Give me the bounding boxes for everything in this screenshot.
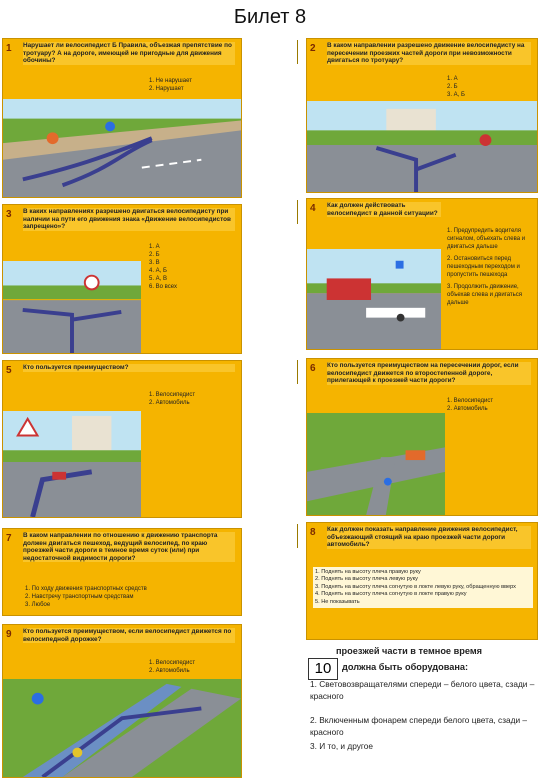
illustration-bus-crossing — [307, 249, 441, 349]
card-marker — [297, 40, 298, 64]
answer-option: 1. Световозвращателями спереди – белого цвета, сзади – красного — [310, 679, 535, 701]
card-marker — [297, 360, 298, 384]
question-card-1 — [2, 38, 242, 198]
question-number: 9 — [6, 629, 12, 640]
option: 2. Нарушает — [149, 86, 184, 92]
option: 2. Остановиться перед пешеходным переходом и пропустить пешехода — [447, 256, 520, 278]
question-number-box: 10 — [308, 658, 338, 680]
option: 5. Не показывать — [315, 598, 360, 605]
question-text: Как должен действовать велосипедист в данной ситуации? — [327, 202, 441, 217]
option: 3. Продолжить движение, объехав слева и двигаться дальше — [447, 284, 523, 306]
option: 1. А — [447, 76, 458, 82]
option: 4. Поднять на высоту плеча согнутую в локте правую руку — [315, 591, 467, 598]
question-card-2 — [306, 38, 538, 193]
option: 1. По ходу движения транспортных средств — [25, 586, 147, 592]
option: 4. А, Б — [149, 268, 167, 274]
question-card-7 — [2, 528, 242, 616]
question-text: Кто пользуется преимуществом? — [23, 364, 235, 372]
question-text: Кто пользуется преимуществом на пересечении дорог, если велосипедист движется по второстепенной дороге, прилегающей к проезжей части дороги? — [327, 362, 531, 385]
option: 1. Не нарушает — [149, 78, 192, 84]
question-text: В каких направлениях разрешено двигаться велосипедисту при наличии на пути его движения знака «Движение велосипедистов запрещено»? — [23, 208, 235, 231]
question-text: В каком направлении по отношению к движению транспорта должен двигаться пешеход, ведущий велосипед, по краю проезжей части дороги в темное время суток (или) при недостаточной видимости дороги? — [23, 532, 235, 562]
question-number: 1 — [6, 43, 12, 54]
option: 2. Автомобиль — [447, 406, 488, 412]
option: 3. Поднять на высоту плеча согнутую в локте левую руку, обращенную вверх — [315, 583, 516, 590]
option: 1. Велосипедист — [447, 398, 494, 404]
options-list — [447, 227, 537, 307]
question-heading-line2: должна быть оборудована: — [342, 662, 469, 672]
option: 1. Предупредить водителя сигналом, объехать слева и двигаться дальше — [447, 228, 526, 250]
question-text: Как должен показать направление движения велосипедист, объезжающий стоящий на краю проезжей части дороги автомобиль? — [327, 526, 531, 549]
option: 1. Поднять на высоту плеча правую руку — [315, 569, 421, 575]
option: 2. Навстречу транспортным средствам — [25, 594, 134, 600]
question-number: 2 — [310, 43, 316, 54]
question-card-6 — [306, 358, 538, 516]
option: 2. Автомобиль — [149, 668, 190, 674]
question-card-5 — [2, 360, 242, 518]
question-card-9 — [2, 624, 242, 778]
options-list — [25, 585, 147, 609]
option: 2. Б — [447, 84, 458, 90]
question-text: Нарушает ли велосипедист Б Правила, объезжая препятствие по тротуару? А на дороге, имеющей не пригодные для движения обочины? — [23, 42, 235, 65]
options-list — [313, 567, 533, 608]
question-number: 3 — [6, 209, 12, 220]
question-number: 5 — [6, 365, 12, 376]
options-list — [149, 243, 177, 291]
answer-option: 3. И то, и другое — [310, 741, 373, 751]
illustration-secondary-road — [307, 413, 445, 515]
options-list — [149, 391, 195, 407]
page-title: Билет 8 — [233, 6, 307, 28]
illustration-intersection — [307, 101, 537, 192]
option: 3. Любое — [25, 602, 51, 608]
question-number: 4 — [310, 203, 316, 214]
option: 2. Б — [149, 252, 160, 258]
card-marker — [297, 200, 298, 224]
options-list — [447, 397, 493, 413]
question-card-8 — [306, 522, 538, 640]
option: 1. А — [149, 244, 160, 250]
answer-option: 2. Включенным фонарем спереди белого цвета, сзади – красного — [310, 715, 528, 737]
question-number: 6 — [310, 363, 316, 374]
illustration-priority-crossing — [3, 411, 141, 517]
illustration-bike-path — [3, 99, 241, 197]
option: 5. А, В — [149, 276, 168, 282]
option: 2. Поднять на высоту плеча левую руку — [315, 576, 418, 583]
question-number: 7 — [6, 533, 12, 544]
question-card-4 — [306, 198, 538, 350]
options-list — [149, 77, 192, 93]
option: 6. Во всех — [149, 284, 178, 290]
option: 1. Велосипедист — [149, 660, 196, 666]
question-card-3 — [2, 204, 242, 354]
option: 3. А, Б — [447, 92, 465, 98]
option: 2. Автомобиль — [149, 400, 190, 406]
options-list — [149, 659, 195, 675]
illustration-bike-lane — [3, 679, 241, 777]
option: 3. В — [149, 260, 160, 266]
options-list — [447, 75, 465, 99]
question-number: 8 — [310, 527, 316, 538]
card-marker — [297, 524, 298, 548]
question-heading-line1: проезжей части в темное время — [336, 646, 482, 656]
option: 1. Велосипедист — [149, 392, 196, 398]
illustration-no-bikes-sign — [3, 261, 141, 353]
question-card-10 — [306, 640, 536, 778]
question-text: В каком направлении разрешено движение велосипедисту на пересечении проезжих частей дороги при невозможности двигаться по тротуару? — [327, 42, 531, 65]
question-text: Кто пользуется преимуществом, если велосипедист движется по велосипедной дорожке? — [23, 628, 235, 643]
